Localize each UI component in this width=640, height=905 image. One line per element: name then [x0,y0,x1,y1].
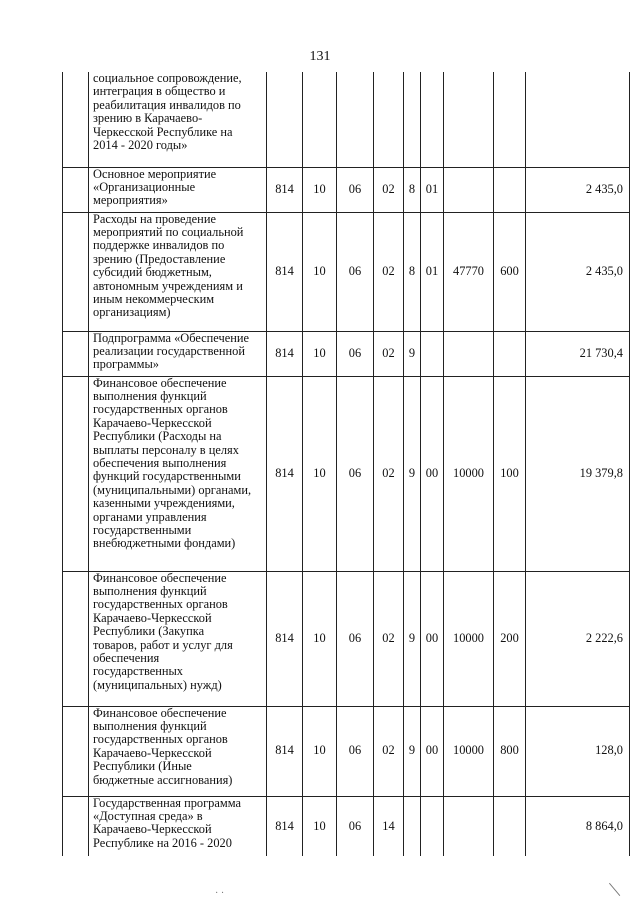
description-line: товаров, работ и услуг для [93,637,233,652]
expense-type-cell [494,796,526,856]
description-line: Финансовое обеспечение [93,570,227,585]
section-cell: 10 [303,376,337,571]
subsection-cell: 06 [337,331,374,376]
table-row [63,571,630,706]
program-cell: 02 [374,571,404,706]
description-line: мероприятия» [93,193,168,208]
scan-mark: | [605,879,622,897]
description-line: субсидий бюджетным, [93,265,212,280]
description-line: автономным учреждениям и [93,278,243,293]
description-line: Карачаево-Черкесской [93,415,212,430]
section-cell: 10 [303,212,337,331]
event-cell [421,72,444,167]
description-line: иным некоммерческим [93,291,215,306]
program-cell: 02 [374,167,404,212]
section-cell: 10 [303,167,337,212]
description-line: поддержке инвалидов по [93,238,225,253]
description-line: «Доступная среда» в [93,808,203,823]
subsection-cell: 06 [337,167,374,212]
description-line: государственных органов [93,402,228,417]
program-cell: 02 [374,376,404,571]
amount-cell: 8 864,0 [526,796,630,856]
code-cell: 814 [267,212,303,331]
program-cell [374,72,404,167]
blank-cell [63,167,89,212]
table-row [63,376,630,571]
description-line: Расходы на проведение [93,211,216,226]
subprogram-cell: 9 [404,376,421,571]
amount-cell: 128,0 [526,706,630,796]
description-line: функций государственными [93,469,241,484]
direction-cell [444,796,494,856]
description-line: обеспечения выполнения [93,455,227,470]
subprogram-cell [404,796,421,856]
direction-cell [444,72,494,167]
description-line: государственных органов [93,732,228,747]
description-line: Карачаево-Черкесской [93,745,212,760]
section-cell: 10 [303,796,337,856]
description-cell [89,376,267,571]
description-line: Карачаево-Черкесской [93,610,212,625]
description-cell [89,796,267,856]
direction-cell [444,167,494,212]
description-line: (муниципальных) нужд) [93,677,222,692]
table-row [63,212,630,331]
description-line: выполнения функций [93,583,207,598]
event-cell: 01 [421,212,444,331]
event-cell [421,796,444,856]
description-line: Республики (Расходы на [93,429,222,444]
code-cell: 814 [267,796,303,856]
expense-type-cell [494,167,526,212]
scan-speck: · · [215,888,225,899]
subprogram-cell: 9 [404,706,421,796]
description-cell [89,212,267,331]
subsection-cell: 06 [337,571,374,706]
description-line: Карачаево-Черкесской [93,822,212,837]
description-line: выполнения функций [93,718,207,733]
description-line: реализации государственной [93,343,245,358]
subsection-cell: 06 [337,706,374,796]
subprogram-cell: 9 [404,571,421,706]
table-row [63,706,630,796]
direction-cell: 10000 [444,376,494,571]
blank-cell [63,376,89,571]
description-line: организациям) [93,305,171,320]
expense-type-cell [494,331,526,376]
expense-type-cell: 800 [494,706,526,796]
table-row [63,72,630,167]
code-cell: 814 [267,706,303,796]
description-line: Государственная программа [93,795,241,810]
description-line: Черкесской Республике на [93,124,233,139]
description-line: мероприятий по социальной [93,224,244,239]
description-line: Республики (Закупка [93,624,205,639]
description-line: Республике на 2016 - 2020 [93,835,232,850]
subprogram-cell: 8 [404,167,421,212]
description-line: зрению (Предоставление [93,251,226,266]
subsection-cell [337,72,374,167]
description-line: зрению в Карачаево- [93,111,203,126]
description-line: выплаты персоналу в целях [93,442,239,457]
description-line: бюджетные ассигнования) [93,772,233,787]
direction-cell: 10000 [444,706,494,796]
description-line: государственных [93,664,184,679]
section-cell: 10 [303,331,337,376]
direction-cell: 10000 [444,571,494,706]
blank-cell [63,706,89,796]
event-cell: 01 [421,167,444,212]
section-cell [303,72,337,167]
event-cell [421,331,444,376]
description-line: Финансовое обеспечение [93,375,227,390]
program-cell: 14 [374,796,404,856]
section-cell: 10 [303,706,337,796]
event-cell: 00 [421,571,444,706]
amount-cell: 21 730,4 [526,331,630,376]
subsection-cell: 06 [337,376,374,571]
description-line: казенными учреждениями, [93,496,235,511]
event-cell: 00 [421,706,444,796]
code-cell [267,72,303,167]
section-cell: 10 [303,571,337,706]
budget-table [62,72,630,856]
code-cell: 814 [267,571,303,706]
direction-cell: 47770 [444,212,494,331]
subsection-cell: 06 [337,796,374,856]
amount-cell [526,72,630,167]
description-cell [89,571,267,706]
description-line: социальное сопровождение, [93,71,242,85]
description-line: Финансовое обеспечение [93,705,227,720]
description-line: (муниципальными) органами, [93,482,252,497]
subprogram-cell: 8 [404,212,421,331]
page-number: 131 [309,49,331,64]
expense-type-cell: 100 [494,376,526,571]
program-cell: 02 [374,706,404,796]
subsection-cell: 06 [337,212,374,331]
description-line: «Организационные [93,179,196,194]
direction-cell [444,331,494,376]
expense-type-cell: 600 [494,212,526,331]
blank-cell [63,331,89,376]
table-row [63,796,630,856]
table-row [63,331,630,376]
blank-cell [63,571,89,706]
amount-cell: 19 379,8 [526,376,630,571]
program-cell: 02 [374,331,404,376]
description-line: государственными [93,522,192,537]
description-line: выполнения функций [93,388,207,403]
description-line: обеспечения [93,650,160,665]
amount-cell: 2 435,0 [526,212,630,331]
program-cell: 02 [374,212,404,331]
blank-cell [63,212,89,331]
amount-cell: 2 435,0 [526,167,630,212]
description-cell [89,331,267,376]
code-cell: 814 [267,376,303,571]
subprogram-cell [404,72,421,167]
description-line: интеграция в общество и [93,84,226,99]
blank-cell [63,796,89,856]
description-line: органами управления [93,509,207,524]
amount-cell: 2 222,6 [526,571,630,706]
description-line: Подпрограмма «Обеспечение [93,330,249,345]
description-line: Основное мероприятие [93,166,217,181]
expense-type-cell: 200 [494,571,526,706]
description-line: внебюджетными фондами) [93,536,236,551]
description-line: государственных органов [93,597,228,612]
description-line: Республики (Иные [93,759,192,774]
code-cell: 814 [267,167,303,212]
description-cell [89,72,267,167]
description-line: программы» [93,357,160,372]
blank-cell [63,72,89,167]
description-cell [89,167,267,212]
description-cell [89,706,267,796]
description-line: реабилитация инвалидов по [93,97,241,112]
table-row [63,167,630,212]
description-line: 2014 - 2020 годы» [93,138,188,153]
code-cell: 814 [267,331,303,376]
event-cell: 00 [421,376,444,571]
expense-type-cell [494,72,526,167]
subprogram-cell: 9 [404,331,421,376]
